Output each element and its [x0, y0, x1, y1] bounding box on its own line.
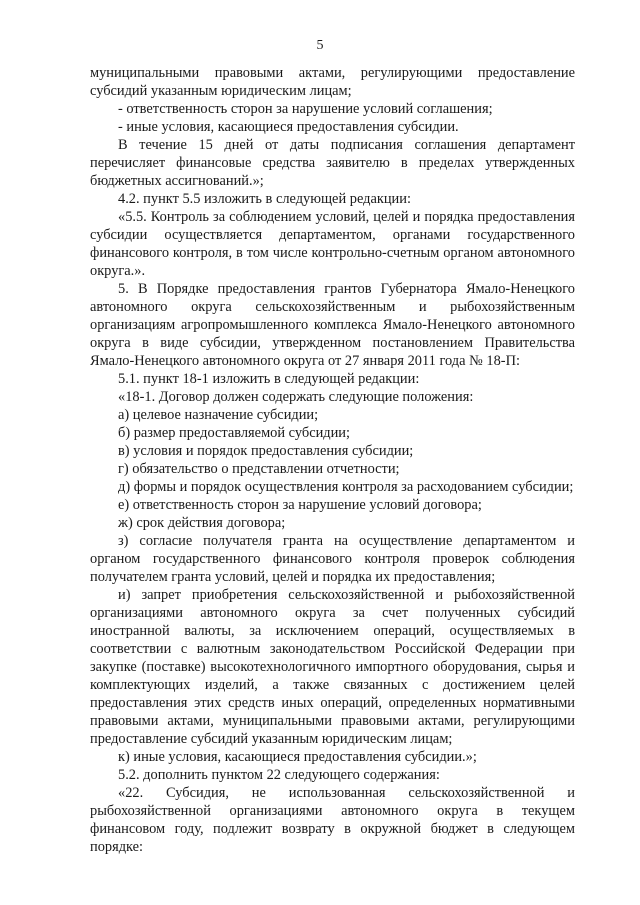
- paragraph: - иные условия, касающиеся предоставления субсидии.: [118, 119, 459, 135]
- document-body: [90, 64, 575, 856]
- list-item: а) целевое назначение субсидии;: [118, 407, 319, 423]
- list-item: д) формы и порядок осуществления контроля за расходованием субсидии;: [118, 479, 574, 495]
- list-item: е) ответственность сторон за нарушение условий договора;: [118, 497, 482, 513]
- paragraph: 5.2. дополнить пунктом 22 следующего содержания:: [118, 767, 440, 783]
- list-item: г) обязательство о представлении отчетности;: [118, 461, 400, 477]
- paragraph: 5.1. пункт 18-1 изложить в следующей редакции:: [118, 371, 420, 387]
- paragraph: муниципальными правовыми актами, регулирующими предоставление субсидий указанным юридическим лицам;: [90, 65, 575, 99]
- paragraph: - ответственность сторон за нарушение условий соглашения;: [118, 101, 493, 117]
- list-item: в) условия и порядок предоставления субсидии;: [118, 443, 414, 459]
- paragraph: «18-1. Договор должен содержать следующие положения:: [118, 389, 474, 405]
- page-number: 5: [316, 38, 324, 53]
- paragraph: 4.2. пункт 5.5 изложить в следующей редакции:: [118, 191, 411, 207]
- list-item: и) запрет приобретения сельскохозяйственной и рыбохозяйственной организациями автономного округа за счет полученных субсидий иностранной валюты, за исключением операций, осуществляемых в соответствии с валютным законодательством Российской Федерации при закупке (поставке) высокотехнологичного импортного оборудования, сырья и комплектующих изделий, а также связанных с достижением целей предоставления этих средств иных операций, определенных нормативными правовыми актами, муниципальными правовыми актами, регулирующими предоставление субсидий указанным юридическим лицам;: [90, 587, 575, 747]
- list-item: ж) срок действия договора;: [118, 515, 286, 531]
- paragraph: 5. В Порядке предоставления грантов Губернатора Ямало-Ненецкого автономного округа сельскохозяйственным и рыбохозяйственным организациям агропромышленного комплекса Ямало-Ненецкого автономного округа в виде субсидии, утвержденном постановлением Правительства Ямало-Ненецкого автономного округа от 27 января 2011 года № 18-П:: [90, 281, 575, 369]
- list-item: з) согласие получателя гранта на осуществление департаментом и органом государственного финансового контроля проверок соблюдения получателем гранта условий, целей и порядка их предоставления;: [90, 533, 575, 585]
- paragraph: В течение 15 дней от даты подписания соглашения департамент перечисляет финансовые средства заявителю в пределах утвержденных бюджетных ассигнований.»;: [90, 137, 575, 189]
- list-item: б) размер предоставляемой субсидии;: [118, 425, 350, 441]
- paragraph: «5.5. Контроль за соблюдением условий, целей и порядка предоставления субсидии осуществляется департаментом, органами государственного финансового контроля, в том числе контрольно-счетным органом автономного округа.».: [90, 209, 575, 279]
- list-item: к) иные условия, касающиеся предоставления субсидии.»;: [118, 749, 477, 765]
- paragraph: «22. Субсидия, не использованная сельскохозяйственной и рыбохозяйственной организациями автономного округа в текущем финансовом году, подлежит возврату в окружной бюджет в следующем порядке:: [90, 785, 575, 855]
